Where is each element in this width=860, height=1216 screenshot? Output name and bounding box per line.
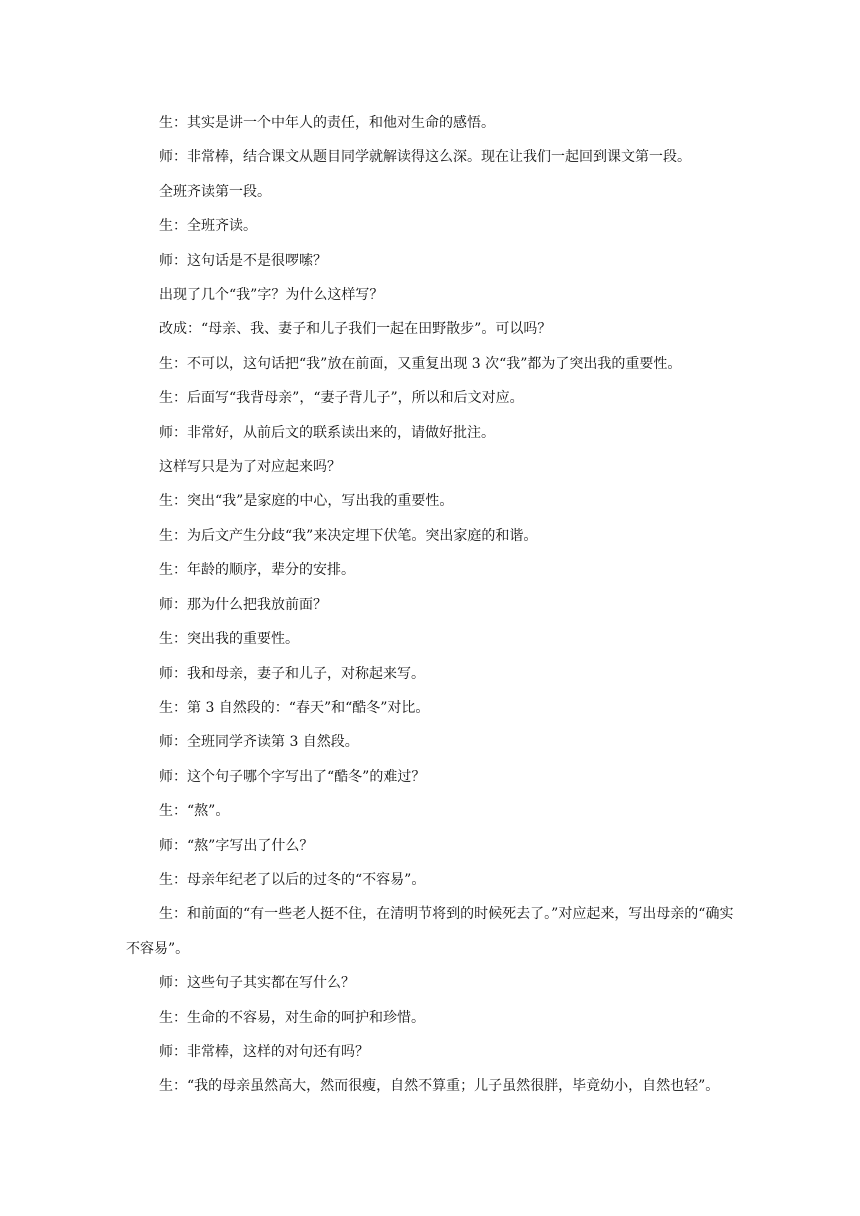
paragraph-3: 全班齐读第一段。: [159, 183, 271, 200]
paragraph-6: 出现了几个“我”字？为什么这样写？: [159, 287, 384, 304]
paragraph-19: 师：全班同学齐读第 3 自然段。: [159, 734, 359, 751]
paragraph-24: 生：和前面的“有一些老人挺不住，在清明节将到的时候死去了。”对应起来，写出母亲的“确实不容易”。: [126, 906, 734, 957]
document-body: [126, 106, 736, 1104]
paragraph-14: 生：年龄的顺序，辈分的安排。: [159, 562, 355, 579]
paragraph-7: 改成：“母亲、我、妻子和儿子我们一起在田野散步”。可以吗？: [159, 321, 552, 338]
paragraph-16: 生：突出我的重要性。: [159, 631, 299, 648]
paragraph-2: 师：非常棒，结合课文从题目同学就解读得这么深。现在让我们一起回到课文第一段。: [159, 149, 691, 166]
paragraph-11: 这样写只是为了对应起来吗？: [159, 459, 341, 476]
paragraph-23: 生：母亲年纪老了以后的过冬的“不容易”。: [159, 871, 426, 888]
paragraph-15: 师：那为什么把我放前面？: [159, 596, 327, 613]
paragraph-1: 生：其实是讲一个中年人的责任，和他对生命的感悟。: [159, 115, 495, 131]
paragraph-4: 生：全班齐读。: [159, 218, 257, 235]
paragraph-21: 生：“熬”。: [159, 803, 230, 820]
paragraph-10: 师：非常好，从前后文的联系读出来的，请做好批注。: [159, 424, 495, 441]
paragraph-27: 师：非常棒，这样的对句还有吗？: [159, 1043, 369, 1060]
paragraph-17: 师：我和母亲，妻子和儿子，对称起来写。: [159, 665, 425, 682]
paragraph-8: 生：不可以，这句话把“我”放在前面，又重复出现 3 次“我”都为了突出我的重要性。: [159, 355, 682, 372]
paragraph-28: 生：“我的母亲虽然高大，然而很瘦，自然不算重；儿子虽然很胖，毕竟幼小，自然也轻”。: [159, 1078, 720, 1095]
paragraph-5: 师：这句话是不是很啰嗦？: [159, 252, 327, 269]
paragraph-9: 生：后面写“我背母亲”，“妻子背儿子”，所以和后文对应。: [159, 390, 524, 407]
paragraph-12: 生：突出“我”是家庭的中心，写出我的重要性。: [159, 493, 454, 510]
paragraph-26: 生：生命的不容易，对生命的呵护和珍惜。: [159, 1009, 425, 1026]
paragraph-22: 师：“熬”字写出了什么？: [159, 837, 314, 854]
paragraph-13: 生：为后文产生分歧“我”来决定埋下伏笔。突出家庭的和谐。: [159, 527, 538, 544]
paragraph-25: 师：这些句子其实都在写什么？: [159, 975, 355, 992]
paragraph-18: 生：第 3 自然段的：“春天”和“酷冬”对比。: [159, 699, 430, 716]
paragraph-20: 师：这个句子哪个字写出了“酷冬”的难过？: [159, 768, 426, 785]
